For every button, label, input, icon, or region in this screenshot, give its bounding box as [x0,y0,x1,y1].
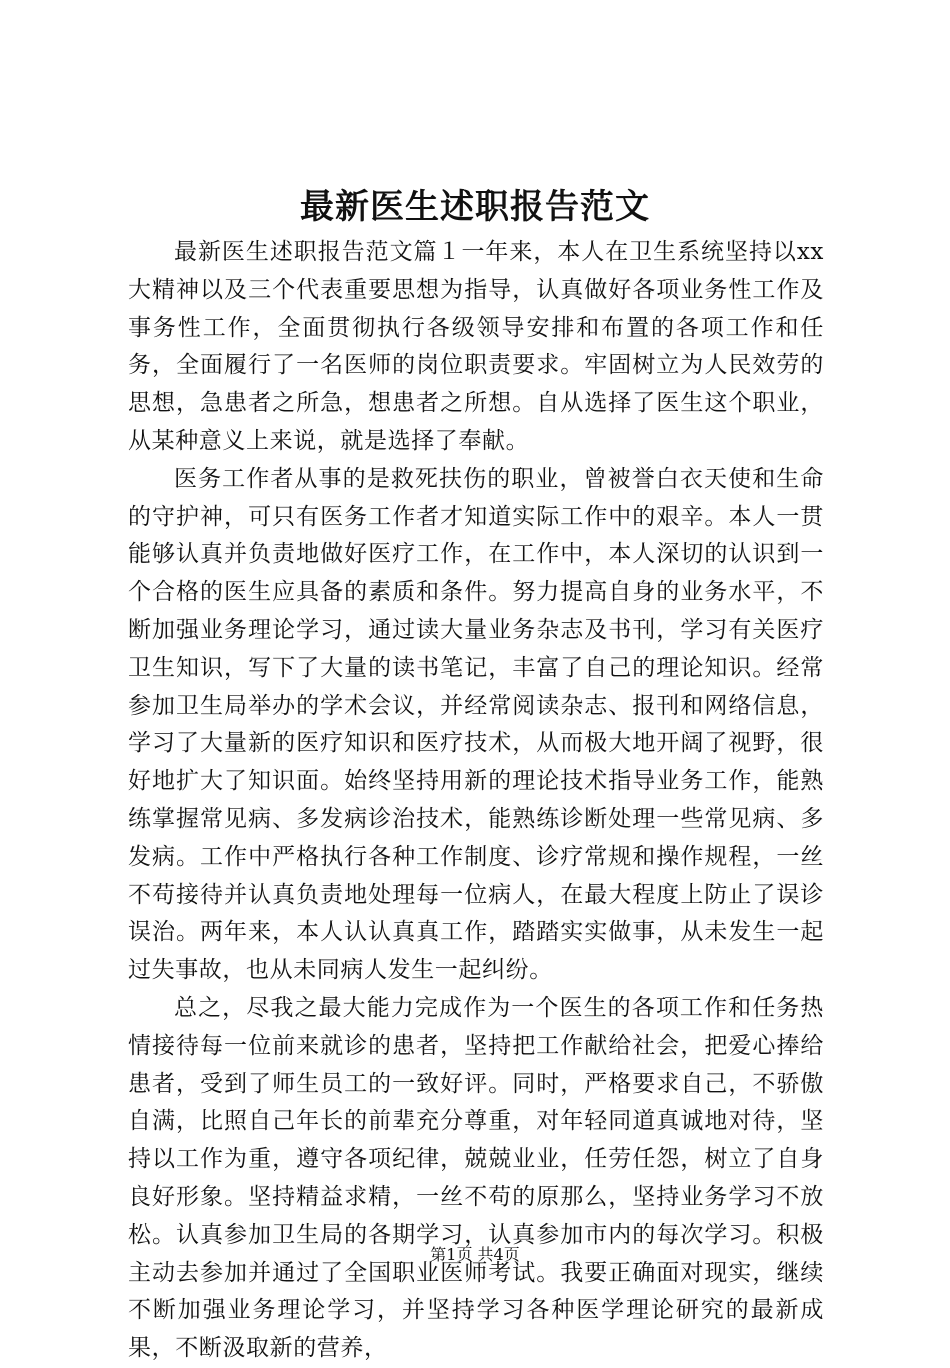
paragraph-2: 医务工作者从事的是救死扶伤的职业，曾被誉白衣天使和生命的守护神，可只有医务工作者才知道实际工作中的艰辛。本人一贯能够认真并负责地做好医疗工作，在工作中，本人深切的认识到一个合格的医生应具备的素质和条件。努力提高自身的业务水平，不断加强业务理论学习，通过读大量业务杂志及书刊，学习有关医疗卫生知识，写下了大量的读书笔记，丰富了自己的理论知识。经常参加卫生局举办的学术会议，并经常阅读杂志、报刊和网络信息，学习了大量新的医疗知识和医疗技术，从而极大地开阔了视野，很好地扩大了知识面。始终坚持用新的理论技术指导业务工作，能熟练掌握常见病、多发病诊治技术，能熟练诊断处理一些常见病、多发病。工作中严格执行各种工作制度、诊疗常规和操作规程，一丝不苟接待并认真负责地处理每一位病人，在最大程度上防止了误诊误治。两年来，本人认认真真工作，踏踏实实做事，从未发生一起过失事故，也从未同病人发生一起纠纷。 [128,465,824,984]
document-body [128,234,824,1368]
paragraph-1: 最新医生述职报告范文篇１一年来，本人在卫生系统坚持以xx大精神以及三个代表重要思想为指导，认真做好各项业务性工作及事务性工作，全面贯彻执行各级领导安排和布置的各项工作和任务，全面履行了一名医师的岗位职责要求。牢固树立为人民效劳的思想，急患者之所急，想患者之所想。自从选择了医生这个职业，从某种意义上来说，就是选择了奉献。 [128,239,824,454]
page-footer: 第1页 共4页 [430,1245,520,1264]
document-title: 最新医生述职报告范文 [300,187,650,227]
paragraph-3: 总之，尽我之最大能力完成作为一个医生的各项工作和任务热情接待每一位前来就诊的患者，坚持把工作献给社会，把爱心捧给患者，受到了师生员工的一致好评。同时，严格要求自己，不骄傲自满，比照自己年长的前辈充分尊重，对年轻同道真诚地对待，坚持以工作为重，遵守各项纪律，兢兢业业，任劳任怨，树立了自身良好形象。坚持精益求精，一丝不苟的原那么，坚持业务学习不放松。认真参加卫生局的各期学习，认真参加市内的每次学习。积极主动去参加并通过了全国职业医师考试。我要正确面对现实，继续不断加强业务理论学习，并坚持学习各种医学理论研究的最新成果，不断汲取新的营养， [128,994,824,1362]
